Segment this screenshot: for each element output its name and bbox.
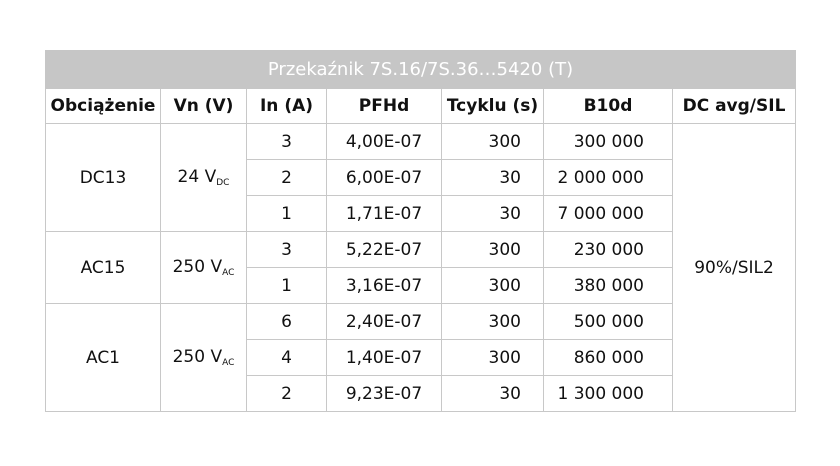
b10d-cell: 7 000 000 — [544, 196, 673, 232]
b10d-cell: 300 000 — [544, 124, 673, 160]
current-cell: 6 — [247, 304, 327, 340]
pfhd-cell: 1,71E-07 — [327, 196, 442, 232]
pfhd-cell: 9,23E-07 — [327, 376, 442, 412]
voltage-value: 250 V — [172, 257, 223, 277]
pfhd-cell: 3,16E-07 — [327, 268, 442, 304]
cycle-time-cell: 300 — [442, 232, 544, 268]
cycle-time-cell: 30 — [442, 376, 544, 412]
current-cell: 3 — [247, 232, 327, 268]
voltage-cell — [161, 304, 247, 412]
b10d-cell: 2 000 000 — [544, 160, 673, 196]
pfhd-cell: 5,22E-07 — [327, 232, 442, 268]
relay-data-table — [45, 50, 796, 412]
b10d-cell: 860 000 — [544, 340, 673, 376]
voltage-value: 250 V — [172, 347, 223, 367]
header-pfhd: PFHd — [327, 89, 442, 124]
header-b10d: B10d — [544, 89, 673, 124]
dc-avg-sil-cell: 90%/SIL2 — [673, 124, 796, 412]
table-title: Przekaźnik 7S.16/7S.36…5420 (T) — [46, 51, 796, 89]
current-cell: 2 — [247, 376, 327, 412]
voltage-subscript: AC — [222, 358, 235, 368]
header-current: In (A) — [247, 89, 327, 124]
voltage-cell — [161, 232, 247, 304]
current-cell: 3 — [247, 124, 327, 160]
load-cell: DC13 — [46, 124, 161, 232]
voltage-subscript: DC — [216, 178, 230, 188]
pfhd-cell: 2,40E-07 — [327, 304, 442, 340]
pfhd-cell: 4,00E-07 — [327, 124, 442, 160]
header-dc-avg-sil: DC avg/SIL — [673, 89, 796, 124]
relay-table-container — [45, 50, 795, 412]
pfhd-cell: 1,40E-07 — [327, 340, 442, 376]
load-cell: AC1 — [46, 304, 161, 412]
voltage-cell — [161, 124, 247, 232]
current-cell: 4 — [247, 340, 327, 376]
cycle-time-cell: 300 — [442, 340, 544, 376]
current-cell: 1 — [247, 268, 327, 304]
cycle-time-cell: 300 — [442, 304, 544, 340]
cycle-time-cell: 30 — [442, 196, 544, 232]
b10d-cell: 230 000 — [544, 232, 673, 268]
header-cycle-time: Tcyklu (s) — [442, 89, 544, 124]
load-cell: AC15 — [46, 232, 161, 304]
header-voltage: Vn (V) — [161, 89, 247, 124]
current-cell: 1 — [247, 196, 327, 232]
pfhd-cell: 6,00E-07 — [327, 160, 442, 196]
cycle-time-cell: 30 — [442, 160, 544, 196]
table-row — [46, 124, 796, 160]
cycle-time-cell: 300 — [442, 268, 544, 304]
voltage-value: 24 V — [177, 167, 217, 187]
header-load: Obciążenie — [46, 89, 161, 124]
cycle-time-cell: 300 — [442, 124, 544, 160]
current-cell: 2 — [247, 160, 327, 196]
b10d-cell: 500 000 — [544, 304, 673, 340]
b10d-cell: 380 000 — [544, 268, 673, 304]
voltage-subscript: AC — [222, 268, 235, 278]
b10d-cell: 1 300 000 — [544, 376, 673, 412]
